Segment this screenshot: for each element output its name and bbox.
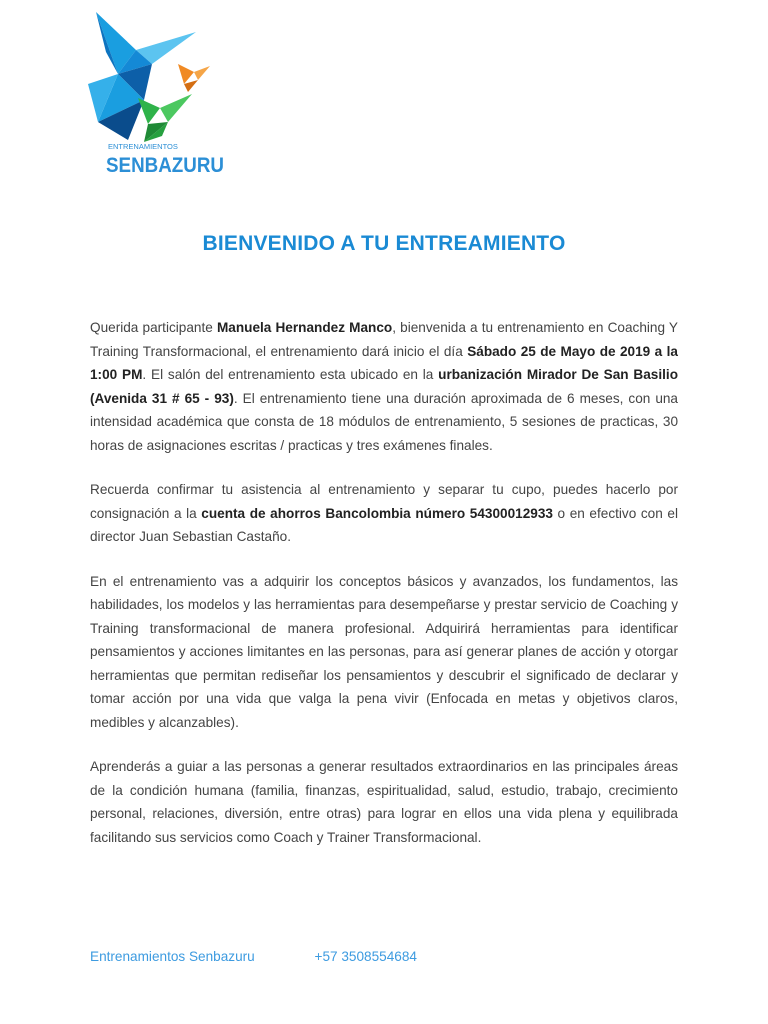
paragraph-3: En el entrenamiento vas a adquirir los conceptos básicos y avanzados, los fundamentos, las habilidades, los modelos y las herramientas para desempeñarse y prestar servicio de Coaching y Training transformacional de manera profesional. Adquirirá herramientas para identificar pensamientos y acciones limitantes en las personas, para así generar planes de acción y otorgar herramientas que permitan rediseñar los pensamientos y descubrir el significado de declarar y tomar acción por una vida que valga la pena vivir (Enfocada en metas y objetivos claros, medibles y alcanzables). (90, 573, 678, 730)
paragraph-4: Aprenderás a guiar a las personas a generar resultados extraordinarios en las principales áreas de la condición humana (familia, finanzas, espiritualidad, salud, estudio, trabajo, crecimiento personal, relaciones, diversión, entre otras) para lograr en ellos una vida plena y equilibrada facilitando sus servicios como Coach y Trainer Transformacional. (90, 759, 678, 845)
origami-crane-logo-icon (88, 12, 228, 177)
participant-name: Manuela Hernandez Manco (216, 320, 393, 335)
paragraph-2: Recuerda confirmar tu asistencia al entrenamiento y separar tu cupo, puedes hacerlo por consignación a la cuenta de ahorros Bancolombia número 54300012933 o en efectivo con el director Juan Sebastian Castaño. (90, 482, 678, 544)
venue-address: urbanización Mirador De San Basilio (Avenida 31 # 65 - 93) (90, 367, 678, 406)
bank-account: cuenta de ahorros Bancolombia número 54300012933 (201, 505, 553, 521)
footer (90, 949, 417, 964)
footer-phone: +57 3508554684 (314, 949, 417, 964)
footer-company: Entrenamientos Senbazuru (90, 949, 255, 964)
letter-body (90, 316, 678, 870)
page-title: BIENVENIDO A TU ENTREAMIENTO (202, 232, 566, 255)
paragraph-1: Querida participante Manuela Hernandez Manco, bienvenida a tu entrenamiento en Coaching Y Training Transformacional, el entrenamiento dará inicio el día Sábado 25 de Mayo de 2019 a la 1:00 PM. El salón del entrenamiento esta ubicado en la urbanización Mirador De San Basilio (Avenida 31 # 65 - 93). El entrenamiento tiene una duración aproximada de 6 meses, con una intensidad académica que consta de 18 módulos de entrenamiento, 5 sesiones de practicas, 30 horas de asignaciones escritas / practicas y tres exámenes finales. (90, 320, 678, 453)
logo (88, 12, 228, 177)
logo-subtitle: ENTRENAMIENTOS (108, 142, 178, 151)
start-date: Sábado 25 de Mayo de 2019 a la 1:00 PM (90, 343, 678, 382)
logo-name: SENBAZURU (106, 154, 224, 177)
